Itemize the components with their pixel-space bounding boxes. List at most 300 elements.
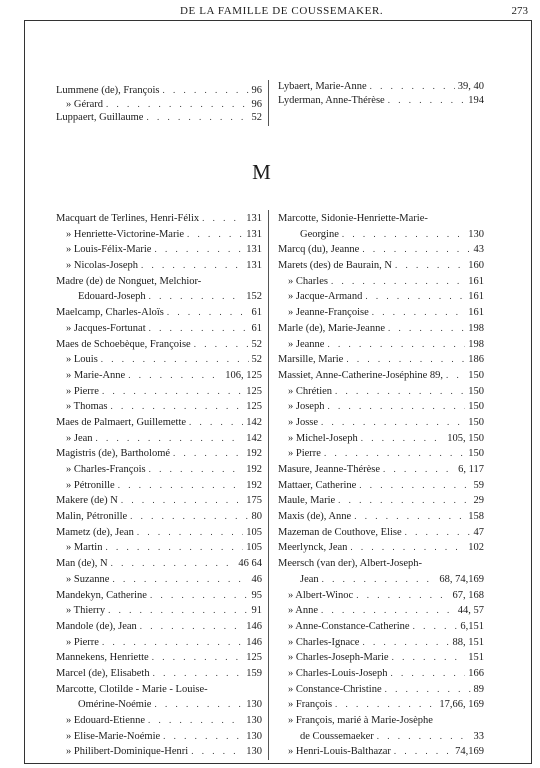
dot-leader bbox=[149, 321, 249, 337]
entry-name: Maxis (de), Anne bbox=[278, 511, 352, 523]
entry-page-ref: 105 bbox=[246, 542, 262, 554]
index-entry bbox=[56, 603, 262, 619]
entry-name: » Edouard-Etienne bbox=[66, 715, 146, 726]
index-entry bbox=[278, 80, 484, 94]
entry-name: Marle (de), Marie-Jeanne bbox=[278, 322, 385, 334]
dot-leader bbox=[149, 462, 244, 478]
entry-name: » Charles-Louis-Joseph bbox=[288, 667, 388, 679]
dot-leader bbox=[96, 431, 244, 447]
index-entry bbox=[56, 211, 262, 227]
index-entry bbox=[278, 305, 484, 321]
entry-name: Madre (de) de Nonguet, Melchior- bbox=[56, 275, 202, 287]
entry-page-ref: 158 bbox=[468, 511, 484, 523]
entry-name: » Jeanne bbox=[288, 338, 325, 350]
entry-page-ref: 161 bbox=[468, 275, 484, 287]
entry-page-ref: 130 bbox=[246, 715, 262, 726]
dot-leader bbox=[154, 242, 243, 258]
frame-bottom-rule bbox=[24, 763, 532, 764]
section-letter: M bbox=[252, 160, 272, 184]
index-entry bbox=[56, 289, 262, 305]
index-entry bbox=[56, 98, 262, 112]
index-column-main-left bbox=[56, 211, 262, 760]
entry-name: Mandekyn, Catherine bbox=[56, 589, 147, 601]
entry-name: Maes de Schoebèque, Françoise bbox=[56, 338, 191, 350]
entry-page-ref: 161 bbox=[468, 307, 484, 319]
entry-name: » Charles-Ignace bbox=[288, 636, 360, 648]
frame-top-rule bbox=[24, 20, 532, 21]
dot-leader bbox=[356, 588, 449, 604]
index-entry bbox=[278, 635, 484, 651]
dot-leader bbox=[153, 666, 244, 682]
entry-page-ref: 131 bbox=[246, 228, 262, 240]
index-entry bbox=[56, 258, 262, 274]
dot-leader bbox=[106, 98, 248, 112]
entry-name: » Anne-Constance-Catherine bbox=[288, 620, 410, 632]
index-entry bbox=[56, 242, 262, 258]
entry-name: Marcq (du), Jeanne bbox=[278, 244, 360, 256]
index-entry bbox=[278, 588, 484, 604]
entry-page-ref: 52 bbox=[251, 112, 262, 123]
index-entry bbox=[56, 744, 262, 760]
index-entry bbox=[56, 556, 262, 572]
entry-name: » Thierry bbox=[66, 605, 106, 617]
entry-name: » Louis bbox=[66, 354, 98, 366]
entry-page-ref: 47 bbox=[473, 526, 484, 538]
index-entry bbox=[56, 666, 262, 682]
index-entry bbox=[278, 94, 484, 108]
index-entry bbox=[278, 384, 484, 400]
entry-page-ref: 130 bbox=[246, 730, 262, 742]
dot-leader bbox=[321, 603, 455, 619]
dot-leader bbox=[128, 368, 222, 384]
dot-leader bbox=[322, 572, 437, 588]
entry-page-ref: 44, 57 bbox=[457, 605, 484, 617]
index-entry bbox=[56, 274, 262, 290]
dot-leader bbox=[346, 352, 465, 368]
dot-leader bbox=[335, 384, 465, 400]
entry-page-ref: 61 bbox=[251, 322, 262, 334]
entry-page-ref: 166 bbox=[468, 667, 484, 679]
entry-name: » Jacque-Armand bbox=[288, 291, 363, 303]
entry-page-ref: 17,66, 169 bbox=[439, 699, 484, 711]
index-entry bbox=[56, 635, 262, 651]
dot-leader bbox=[146, 111, 248, 125]
entry-name: Mattaer, Catherine bbox=[278, 479, 357, 491]
entry-name: Mametz (de), Jean bbox=[56, 526, 134, 538]
index-entry bbox=[56, 305, 262, 321]
dot-leader bbox=[383, 462, 455, 478]
entry-page-ref: 6, 117 bbox=[458, 464, 484, 475]
entry-page-ref: 146 bbox=[246, 636, 262, 648]
index-entry bbox=[278, 242, 484, 258]
dot-leader bbox=[365, 289, 465, 305]
dot-leader bbox=[385, 682, 471, 698]
dot-leader bbox=[102, 384, 243, 400]
entry-name: Meerlynck, Jean bbox=[278, 542, 348, 554]
entry-page-ref: 131 bbox=[246, 260, 262, 272]
index-entry bbox=[56, 337, 262, 353]
index-entry bbox=[56, 697, 262, 713]
entry-page-ref: 106, 125 bbox=[225, 369, 262, 381]
entry-name: » Nicolas-Joseph bbox=[66, 260, 139, 272]
dot-leader bbox=[405, 525, 471, 541]
entry-name: » Charles bbox=[288, 275, 328, 287]
dot-leader bbox=[350, 540, 465, 556]
index-entry bbox=[56, 540, 262, 556]
index-entry bbox=[56, 227, 262, 243]
entry-page-ref: 43 bbox=[473, 244, 484, 256]
entry-name: Masure, Jeanne-Thérèse bbox=[278, 464, 381, 475]
dot-leader bbox=[335, 697, 436, 713]
entry-name: Luppaert, Guillaume bbox=[56, 112, 144, 123]
entry-page-ref: 59 bbox=[473, 479, 484, 491]
dot-leader bbox=[111, 399, 244, 415]
entry-page-ref: 186 bbox=[468, 354, 484, 366]
entry-page-ref: 198 bbox=[468, 322, 484, 334]
index-entry bbox=[56, 525, 262, 541]
index-entry bbox=[56, 572, 262, 588]
index-entry bbox=[278, 713, 484, 729]
entry-name: Lyderman, Anne-Thérèse bbox=[278, 94, 385, 106]
entry-name: Maelcamp, Charles-Aloïs bbox=[56, 307, 164, 319]
index-entry bbox=[278, 289, 484, 305]
entry-page-ref: 150 bbox=[468, 401, 484, 413]
entry-name: Man (de), N bbox=[56, 558, 108, 570]
index-entry bbox=[278, 556, 484, 572]
entry-name: Marcotte, Sidonie-Henriette-Marie- bbox=[278, 213, 428, 224]
dot-leader bbox=[338, 493, 470, 509]
entry-name: » Pierre bbox=[66, 636, 99, 648]
dot-leader bbox=[324, 446, 465, 462]
frame-left-rule bbox=[24, 20, 25, 764]
index-entry bbox=[56, 682, 262, 698]
dot-leader bbox=[370, 80, 455, 94]
index-entry bbox=[278, 509, 484, 525]
index-entry bbox=[278, 321, 484, 337]
index-entry bbox=[278, 682, 484, 698]
index-entry bbox=[56, 446, 262, 462]
dot-leader bbox=[187, 227, 243, 243]
entry-name: Meersch (van der), Albert-Joseph- bbox=[278, 558, 423, 570]
index-entry bbox=[278, 478, 484, 494]
entry-name: » Henri-Louis-Balthazar bbox=[288, 746, 391, 758]
index-column-top-right bbox=[278, 80, 484, 107]
running-title: DE LA FAMILLE DE COUSSEMAKER. bbox=[180, 5, 384, 17]
entry-name: » Jeanne-Françoise bbox=[288, 307, 369, 319]
index-entry bbox=[278, 446, 484, 462]
dot-leader bbox=[137, 525, 243, 541]
entry-name: Macquart de Terlines, Henri-Félix bbox=[56, 213, 200, 224]
dot-leader bbox=[130, 509, 248, 525]
entry-name: Mazeman de Couthove, Elise bbox=[278, 526, 402, 538]
index-entry bbox=[278, 666, 484, 682]
index-entry bbox=[278, 493, 484, 509]
entry-name: » Suzanne bbox=[66, 573, 110, 585]
dot-leader bbox=[105, 540, 243, 556]
index-entry bbox=[278, 399, 484, 415]
entry-page-ref: 33 bbox=[473, 730, 484, 742]
dot-leader bbox=[354, 509, 465, 525]
entry-name: » Joseph bbox=[288, 401, 325, 413]
entry-name: Marcotte, Clotilde - Marie - Louise- bbox=[56, 683, 208, 695]
index-entry bbox=[278, 227, 484, 243]
entry-name: Massiet, Anne-Catherine-Joséphine 89, bbox=[278, 369, 444, 381]
index-entry bbox=[56, 321, 262, 337]
entry-page-ref: 130 bbox=[468, 228, 484, 240]
entry-page-ref: 161 bbox=[468, 291, 484, 303]
entry-name: Magistris (de), Bartholomé bbox=[56, 448, 171, 460]
index-entry bbox=[278, 525, 484, 541]
frame-right-rule bbox=[531, 20, 532, 764]
entry-page-ref: 159 bbox=[246, 667, 262, 679]
entry-page-ref: 68, 74,169 bbox=[439, 573, 484, 585]
entry-page-ref: 198 bbox=[468, 338, 484, 350]
entry-name: » Albert-Winoc bbox=[288, 589, 354, 601]
entry-name: de Coussemaeker bbox=[300, 730, 374, 742]
index-entry bbox=[278, 431, 484, 447]
index-entry bbox=[56, 619, 262, 635]
dot-leader bbox=[194, 337, 249, 353]
index-entry bbox=[56, 478, 262, 494]
index-entry bbox=[278, 729, 484, 745]
entry-page-ref: 125 bbox=[246, 401, 262, 413]
entry-name: Georgine bbox=[300, 228, 339, 240]
dot-leader bbox=[189, 415, 243, 431]
entry-page-ref: 150 bbox=[468, 369, 484, 381]
index-entry bbox=[56, 729, 262, 745]
index-entry bbox=[278, 540, 484, 556]
dot-leader bbox=[111, 556, 236, 572]
entry-page-ref: 39, 40 bbox=[457, 81, 484, 92]
dot-leader bbox=[101, 352, 249, 368]
dot-leader bbox=[394, 744, 452, 760]
entry-page-ref: 46 bbox=[251, 573, 262, 585]
entry-name: » Jean bbox=[66, 432, 93, 444]
entry-name: » Charles-François bbox=[66, 464, 146, 475]
column-divider-main bbox=[268, 210, 269, 760]
entry-name: » Charles-Joseph-Marie bbox=[288, 652, 389, 664]
entry-name: Lummene (de), François bbox=[56, 85, 160, 96]
entry-name: » Elise-Marie-Noémie bbox=[66, 730, 161, 742]
dot-leader bbox=[102, 635, 243, 651]
entry-page-ref: 74,169 bbox=[455, 746, 484, 758]
entry-page-ref: 95 bbox=[251, 589, 262, 601]
index-entry bbox=[56, 509, 262, 525]
entry-page-ref: 192 bbox=[246, 448, 262, 460]
index-entry bbox=[56, 111, 262, 125]
index-entry bbox=[56, 431, 262, 447]
entry-page-ref: 67, 168 bbox=[452, 589, 484, 601]
index-entry bbox=[56, 493, 262, 509]
entry-name: » Constance-Christine bbox=[288, 683, 382, 695]
index-column-top-left bbox=[56, 84, 262, 125]
entry-page-ref: 52 bbox=[251, 354, 262, 366]
dot-leader bbox=[388, 94, 466, 108]
index-entry bbox=[56, 368, 262, 384]
index-entry bbox=[278, 337, 484, 353]
entry-name: » Gérard bbox=[66, 98, 104, 110]
entry-page-ref: 175 bbox=[246, 495, 262, 507]
index-entry bbox=[56, 713, 262, 729]
dot-leader bbox=[148, 713, 243, 729]
entry-name: Makere (de) N bbox=[56, 495, 118, 507]
entry-name: Omérine-Noémie bbox=[78, 699, 152, 711]
index-entry bbox=[56, 415, 262, 431]
column-divider-top bbox=[268, 80, 269, 126]
dot-leader bbox=[361, 431, 445, 447]
entry-page-ref: 46 64 bbox=[238, 558, 262, 570]
entry-name: » Pétronille bbox=[66, 479, 115, 491]
dot-leader bbox=[163, 84, 249, 98]
entry-page-ref: 102 bbox=[468, 542, 484, 554]
entry-page-ref: 131 bbox=[246, 213, 262, 224]
entry-name: » Pierre bbox=[66, 385, 99, 397]
entry-page-ref: 130 bbox=[246, 746, 262, 758]
index-entry bbox=[278, 211, 484, 227]
entry-page-ref: 80 bbox=[251, 511, 262, 523]
dot-leader bbox=[202, 211, 243, 227]
index-entry bbox=[56, 384, 262, 400]
entry-page-ref: 89 bbox=[473, 683, 484, 695]
entry-name: Maule, Marie bbox=[278, 495, 336, 507]
dot-leader bbox=[163, 729, 243, 745]
index-entry bbox=[56, 399, 262, 415]
entry-page-ref: 150 bbox=[468, 448, 484, 460]
index-entry bbox=[56, 84, 262, 98]
entry-page-ref: 88, 151 bbox=[452, 636, 484, 648]
dot-leader bbox=[446, 368, 465, 384]
index-entry bbox=[278, 462, 484, 478]
index-entry bbox=[278, 744, 484, 760]
dot-leader bbox=[392, 650, 466, 666]
entry-page-ref: 125 bbox=[246, 385, 262, 397]
entry-name: » Jacques-Fortunat bbox=[66, 322, 146, 334]
dot-leader bbox=[173, 446, 243, 462]
dot-leader bbox=[342, 227, 465, 243]
dot-leader bbox=[191, 744, 243, 760]
entry-page-ref: 151 bbox=[468, 652, 484, 664]
dot-leader bbox=[327, 399, 465, 415]
entry-page-ref: 131 bbox=[246, 244, 262, 256]
entry-name: Malin, Pétronille bbox=[56, 511, 128, 523]
entry-page-ref: 146 bbox=[246, 620, 262, 632]
index-entry bbox=[278, 619, 484, 635]
entry-page-ref: 142 bbox=[246, 416, 262, 428]
entry-page-ref: 6,151 bbox=[460, 620, 484, 632]
entry-page-ref: 152 bbox=[246, 291, 262, 303]
dot-leader bbox=[118, 478, 244, 494]
dot-leader bbox=[372, 305, 465, 321]
dot-leader bbox=[362, 242, 470, 258]
entry-page-ref: 96 bbox=[251, 85, 262, 96]
dot-leader bbox=[331, 274, 465, 290]
entry-page-ref: 192 bbox=[246, 464, 262, 475]
index-entry bbox=[278, 415, 484, 431]
entry-page-ref: 194 bbox=[468, 94, 484, 106]
entry-name: » Thomas bbox=[66, 401, 108, 413]
index-entry bbox=[278, 368, 484, 384]
entry-name: » Pierre bbox=[288, 448, 321, 460]
entry-page-ref: 29 bbox=[473, 495, 484, 507]
index-column-main-right bbox=[278, 211, 484, 760]
dot-leader bbox=[388, 321, 465, 337]
entry-page-ref: 150 bbox=[468, 385, 484, 397]
entry-page-ref: 130 bbox=[246, 699, 262, 711]
entry-name: Mannekens, Henriette bbox=[56, 652, 149, 664]
entry-name: » Marie-Anne bbox=[66, 369, 126, 381]
index-entry bbox=[278, 697, 484, 713]
dot-leader bbox=[327, 337, 465, 353]
entry-name: » Josse bbox=[288, 416, 319, 428]
dot-leader bbox=[141, 258, 243, 274]
entry-page-ref: 61 bbox=[251, 307, 262, 319]
dot-leader bbox=[167, 305, 249, 321]
index-entry bbox=[56, 650, 262, 666]
dot-leader bbox=[154, 697, 243, 713]
entry-name: Edouard-Joseph bbox=[78, 291, 146, 303]
entry-page-ref: 192 bbox=[246, 479, 262, 491]
dot-leader bbox=[377, 729, 471, 745]
entry-page-ref: 52 bbox=[251, 338, 262, 350]
dot-leader bbox=[359, 478, 470, 494]
dot-leader bbox=[362, 635, 449, 651]
index-entry bbox=[278, 603, 484, 619]
entry-name: Marets (des) de Baurain, N bbox=[278, 260, 393, 272]
entry-page-ref: 125 bbox=[246, 652, 262, 664]
entry-name: » Martin bbox=[66, 542, 103, 554]
index-entry bbox=[56, 352, 262, 368]
dot-leader bbox=[121, 493, 243, 509]
entry-name: » Henriette-Victorine-Marie bbox=[66, 228, 185, 240]
entry-name: Mandole (de), Jean bbox=[56, 620, 137, 632]
page-number: 273 bbox=[511, 5, 528, 17]
entry-name: » Anne bbox=[288, 605, 319, 617]
index-entry bbox=[278, 274, 484, 290]
entry-name: » François bbox=[288, 699, 333, 711]
dot-leader bbox=[108, 603, 248, 619]
dot-leader bbox=[395, 258, 465, 274]
entry-name: Marcel (de), Elisabeth bbox=[56, 667, 150, 679]
index-entry bbox=[278, 258, 484, 274]
index-entry bbox=[278, 352, 484, 368]
index-entry bbox=[278, 650, 484, 666]
entry-name: Marsille, Marie bbox=[278, 354, 344, 366]
dot-leader bbox=[413, 619, 458, 635]
entry-name: » Chrétien bbox=[288, 385, 333, 397]
entry-page-ref: 105, 150 bbox=[447, 432, 484, 444]
entry-page-ref: 91 bbox=[251, 605, 262, 617]
entry-page-ref: 160 bbox=[468, 260, 484, 272]
dot-leader bbox=[140, 619, 243, 635]
dot-leader bbox=[149, 289, 244, 305]
entry-name: » Louis-Félix-Marie bbox=[66, 244, 152, 256]
index-entry bbox=[278, 572, 484, 588]
entry-name: » François, marié à Marie-Josèphe bbox=[288, 715, 433, 726]
page-header bbox=[0, 0, 540, 22]
entry-name: » Philibert-Dominique-Henri bbox=[66, 746, 189, 758]
dot-leader bbox=[150, 588, 249, 604]
dot-leader bbox=[112, 572, 248, 588]
entry-name: Jean bbox=[300, 573, 319, 585]
entry-name: Lybaert, Marie-Anne bbox=[278, 81, 367, 92]
entry-page-ref: 96 bbox=[251, 98, 262, 110]
dot-leader bbox=[390, 666, 465, 682]
entry-page-ref: 142 bbox=[246, 432, 262, 444]
entry-page-ref: 150 bbox=[468, 416, 484, 428]
entry-name: Maes de Palmaert, Guillemette bbox=[56, 416, 187, 428]
entry-page-ref: 105 bbox=[246, 526, 262, 538]
dot-leader bbox=[321, 415, 465, 431]
